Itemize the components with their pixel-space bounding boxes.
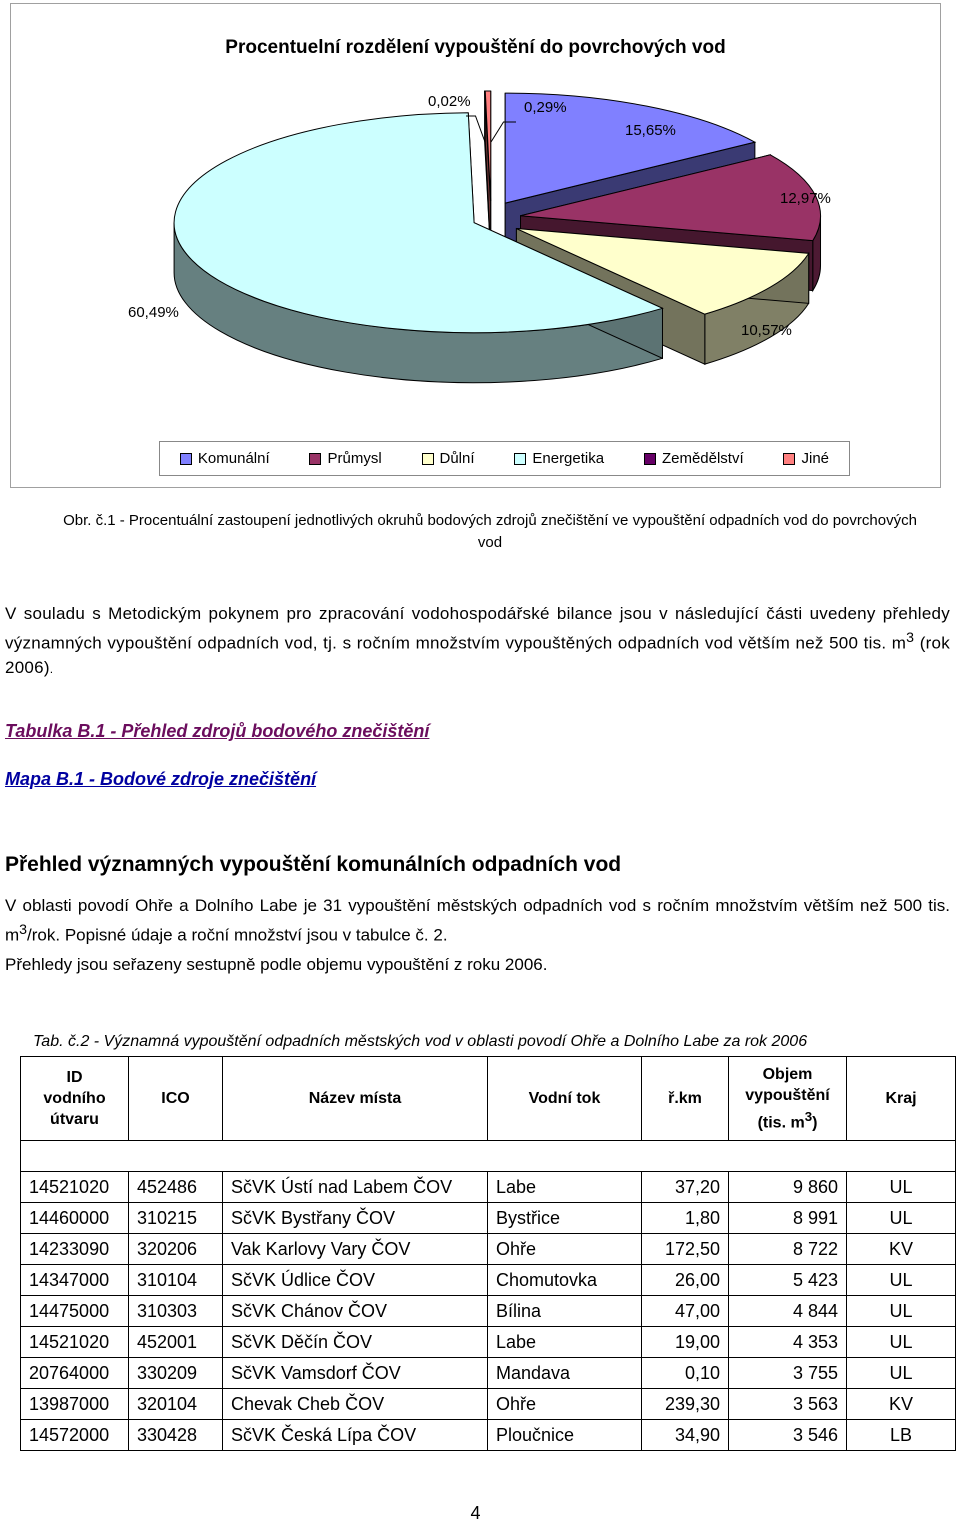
cell-id: 14233090 <box>21 1234 129 1265</box>
cell-volume: 8 722 <box>729 1234 847 1265</box>
legend-item-dulni: Důlní <box>422 450 475 467</box>
chart-title: Procentuelní rozdělení vypouštění do povrchových vod <box>225 37 726 58</box>
cell-river: Bystřice <box>488 1203 642 1234</box>
cell-ico: 330209 <box>129 1358 223 1389</box>
cell-rkm: 34,90 <box>642 1420 729 1451</box>
chart-legend <box>159 441 850 476</box>
cell-volume: 9 860 <box>729 1172 847 1203</box>
cell-ico: 310303 <box>129 1296 223 1327</box>
header-river: Vodní tok <box>488 1057 642 1141</box>
slice-label-dulni: 10,57% <box>741 322 792 339</box>
cell-ico: 310104 <box>129 1265 223 1296</box>
cell-region: UL <box>847 1203 956 1234</box>
slice-label-prumysl: 12,97% <box>780 190 831 207</box>
legend-item-zemedelstvi: Zemědělství <box>644 450 744 467</box>
cell-volume: 3 563 <box>729 1389 847 1420</box>
table-b1-link[interactable]: Tabulka B.1 - Přehled zdrojů bodového znečištění <box>5 721 430 741</box>
cell-rkm: 19,00 <box>642 1327 729 1358</box>
cell-name: SčVK Děčín ČOV <box>223 1327 488 1358</box>
cell-id: 20764000 <box>21 1358 129 1389</box>
cell-id: 14572000 <box>21 1420 129 1451</box>
cell-ico: 310215 <box>129 1203 223 1234</box>
intro-paragraph: V souladu s Metodickým pokynem pro zpracování vodohospodářské bilance jsou v následující části uvedeny přehledy významných vypouštění odpadních vod, tj. s ročním množstvím vypouštěných odpadních vod větším než 500 tis. $m^3$ (rok 2006). <box>5 604 950 677</box>
cell-volume: 4 353 <box>729 1327 847 1358</box>
cell-rkm: 239,30 <box>642 1389 729 1420</box>
cell-region: UL <box>847 1172 956 1203</box>
pie-chart-panel <box>10 3 941 488</box>
table-row <box>21 1234 956 1265</box>
cell-volume: 3 546 <box>729 1420 847 1451</box>
table-row <box>21 1389 956 1420</box>
cell-region: KV <box>847 1234 956 1265</box>
cell-rkm: 0,10 <box>642 1358 729 1389</box>
pie-chart <box>11 4 940 434</box>
figure-caption: Obr. č.1 - Procentuální zastoupení jednotlivých okruhů bodových zdrojů znečištění ve vypouštění odpadních vod do povrchových vod <box>63 512 917 551</box>
cell-name: SčVK Česká Lípa ČOV <box>223 1420 488 1451</box>
cell-name: SčVK Ústí nad Labem ČOV <box>223 1172 488 1203</box>
cell-ico: 452001 <box>129 1327 223 1358</box>
cell-river: Chomutovka <box>488 1265 642 1296</box>
cell-name: Vak Karlovy Vary ČOV <box>223 1234 488 1265</box>
cell-river: Labe <box>488 1172 642 1203</box>
cell-id: 13987000 <box>21 1389 129 1420</box>
cell-volume: 4 844 <box>729 1296 847 1327</box>
legend-item-energetika: Energetika <box>514 450 604 467</box>
cell-name: Chevak Cheb ČOV <box>223 1389 488 1420</box>
section-title: Přehled významných vypouštění komunálních odpadních vod <box>5 853 622 876</box>
cell-rkm: 1,80 <box>642 1203 729 1234</box>
cell-ico: 452486 <box>129 1172 223 1203</box>
cell-rkm: 26,00 <box>642 1265 729 1296</box>
cell-region: UL <box>847 1327 956 1358</box>
map-b1-link[interactable]: Mapa B.1 - Bodové zdroje znečištění <box>5 769 317 789</box>
cell-volume: 8 991 <box>729 1203 847 1234</box>
cell-ico: 320104 <box>129 1389 223 1420</box>
cell-ico: 330428 <box>129 1420 223 1451</box>
cell-id: 14521020 <box>21 1327 129 1358</box>
cell-rkm: 172,50 <box>642 1234 729 1265</box>
header-rkm: ř.km <box>642 1057 729 1141</box>
legend-item-prumysl: Průmysl <box>309 450 381 467</box>
table-row <box>21 1296 956 1327</box>
cell-rkm: 47,00 <box>642 1296 729 1327</box>
cell-river: Ploučnice <box>488 1420 642 1451</box>
cell-region: LB <box>847 1420 956 1451</box>
cell-name: SčVK Údlice ČOV <box>223 1265 488 1296</box>
table-row <box>21 1420 956 1451</box>
cell-volume: 5 423 <box>729 1265 847 1296</box>
header-region: Kraj <box>847 1057 956 1141</box>
slice-label-energetika: 60,49% <box>128 304 179 321</box>
cell-river: Mandava <box>488 1358 642 1389</box>
cell-river: Labe <box>488 1327 642 1358</box>
header-name: Název místa <box>223 1057 488 1141</box>
table-row <box>21 1203 956 1234</box>
cell-id: 14521020 <box>21 1172 129 1203</box>
table-caption: Tab. č.2 - Významná vypouštění odpadních městských vod v oblasti povodí Ohře a Dolního Labe za rok 2006 <box>33 1033 808 1050</box>
slice-label-jine: 0,29% <box>524 99 567 116</box>
cell-region: KV <box>847 1389 956 1420</box>
page-number: 4 <box>470 1503 481 1523</box>
sorting-note: Přehledy jsou seřazeny sestupně podle objemu vypouštění z roku 2006. <box>5 955 548 974</box>
cell-river: Bílina <box>488 1296 642 1327</box>
table-row <box>21 1327 956 1358</box>
cell-name: SčVK Chánov ČOV <box>223 1296 488 1327</box>
table-row <box>21 1358 956 1389</box>
table-row <box>21 1265 956 1296</box>
slice-label-komunalni: 15,65% <box>625 122 676 139</box>
cell-name: SčVK Vamsdorf ČOV <box>223 1358 488 1389</box>
cell-region: UL <box>847 1358 956 1389</box>
cell-name: SčVK Bystřany ČOV <box>223 1203 488 1234</box>
cell-id: 14347000 <box>21 1265 129 1296</box>
section-paragraph: V oblasti povodí Ohře a Dolního Labe je 31 vypouštění městských odpadních vod s ročním množstvím větším než 500 tis. $m^3$/rok. Popisné údaje a roční množství jsou v tabulce č. 2. <box>5 896 950 945</box>
discharge-table <box>20 1056 956 1451</box>
cell-ico: 320206 <box>129 1234 223 1265</box>
header-id: ID vodního útvaru <box>21 1057 129 1141</box>
legend-item-komunalni: Komunální <box>180 450 270 467</box>
legend-item-jine: Jiné <box>783 450 829 467</box>
cell-region: UL <box>847 1265 956 1296</box>
cell-id: 14460000 <box>21 1203 129 1234</box>
table-row <box>21 1172 956 1203</box>
cell-volume: 3 755 <box>729 1358 847 1389</box>
header-volume: Objem vypouštění (tis. $m^3$) <box>729 1057 847 1141</box>
header-ico: ICO <box>129 1057 223 1141</box>
table-header-row <box>21 1057 956 1141</box>
cell-rkm: 37,20 <box>642 1172 729 1203</box>
cell-region: UL <box>847 1296 956 1327</box>
cell-river: Ohře <box>488 1234 642 1265</box>
cell-river: Ohře <box>488 1389 642 1420</box>
cell-id: 14475000 <box>21 1296 129 1327</box>
slice-label-zemedelstvi: 0,02% <box>428 93 471 110</box>
